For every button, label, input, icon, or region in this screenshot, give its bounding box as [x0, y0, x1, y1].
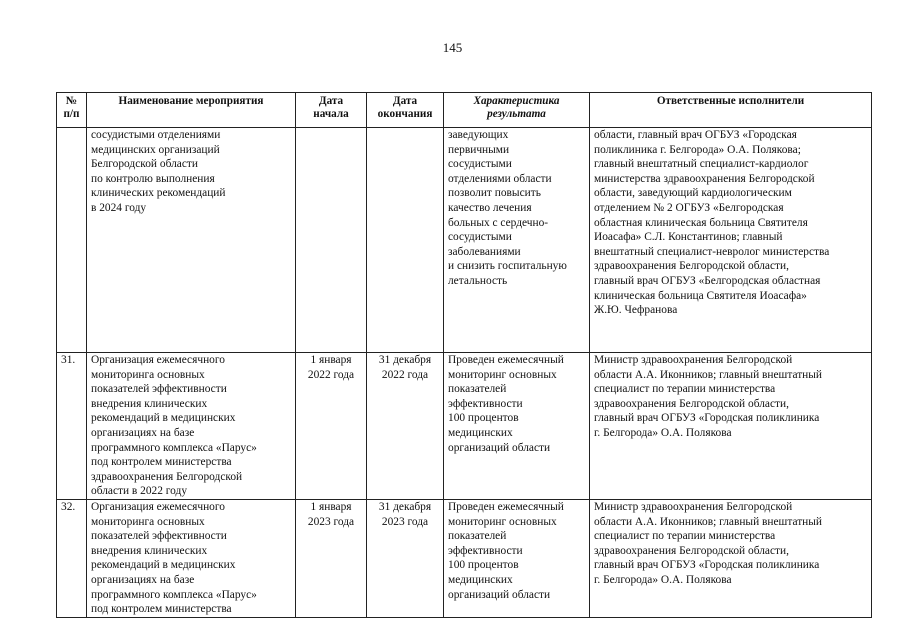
action-plan-table	[56, 92, 872, 618]
row-number	[57, 128, 87, 353]
header-number: № п/п	[57, 93, 87, 128]
header-event-name: Наименование мероприятия	[87, 93, 296, 128]
start-date: 1 января 2023 года	[296, 500, 367, 618]
start-date	[296, 128, 367, 353]
result-description: заведующих первичными сосудистыми отделениями области позволит повысить качество лечения больных с сердечно- сосудистыми заболеваниями и снизить госпитальную летальность	[444, 128, 590, 353]
responsible-persons: области, главный врач ОГБУЗ «Городская поликлиника г. Белгорода» О.А. Полякова; главный внештатный специалист-кардиолог министерства здравоохранения Белгородской области, заведующий кардиологическим отделением № 2 ОГБУЗ «Белгородская областная клиническая больница Святителя Иоасафа» С.Л. Константинов; главный внештатный специалист-невролог министерства здравоохранения Белгородской области, главный врач ОГБУЗ «Белгородская областная клиническая больница Святителя Иоасафа» Ж.Ю. Чефранова	[590, 128, 872, 353]
event-name: сосудистыми отделениями медицинских организаций Белгородской области по контролю выполнения клинических рекомендаций в 2024 году	[87, 128, 296, 353]
event-name: Организация ежемесячного мониторинга основных показателей эффективности внедрения клинических рекомендаций в медицинских организациях на базе программного комплекса «Парус» под контролем министерства здравоохранения Белгородской области в 2022 году	[87, 353, 296, 500]
header-responsible: Ответственные исполнители	[590, 93, 872, 128]
header-start-date: Дата начала	[296, 93, 367, 128]
table-row	[57, 128, 872, 353]
header-result: Характеристика результата	[444, 93, 590, 128]
event-name: Организация ежемесячного мониторинга основных показателей эффективности внедрения клинических рекомендаций в медицинских организациях на базе программного комплекса «Парус» под контролем министерства	[87, 500, 296, 618]
responsible-persons: Министр здравоохранения Белгородской области А.А. Иконников; главный внештатный специалист по терапии министерства здравоохранения Белгородской области, главный врач ОГБУЗ «Городская поликлиника г. Белгорода» О.А. Полякова	[590, 353, 872, 500]
responsible-persons: Министр здравоохранения Белгородской области А.А. Иконников; главный внештатный специалист по терапии министерства здравоохранения Белгородской области, главный врач ОГБУЗ «Городская поликлиника г. Белгорода» О.А. Полякова	[590, 500, 872, 618]
header-end-date: Дата окончания	[367, 93, 444, 128]
end-date: 31 декабря 2023 года	[367, 500, 444, 618]
table-row	[57, 500, 872, 618]
row-number: 31.	[57, 353, 87, 500]
table-header-row	[57, 93, 872, 128]
table-row	[57, 353, 872, 500]
result-description: Проведен ежемесячный мониторинг основных показателей эффективности 100 процентов медицинских организаций области	[444, 353, 590, 500]
page-number: 145	[442, 40, 463, 55]
end-date: 31 декабря 2022 года	[367, 353, 444, 500]
start-date: 1 января 2022 года	[296, 353, 367, 500]
row-number: 32.	[57, 500, 87, 618]
end-date	[367, 128, 444, 353]
result-description: Проведен ежемесячный мониторинг основных показателей эффективности 100 процентов медицинских организаций области	[444, 500, 590, 618]
